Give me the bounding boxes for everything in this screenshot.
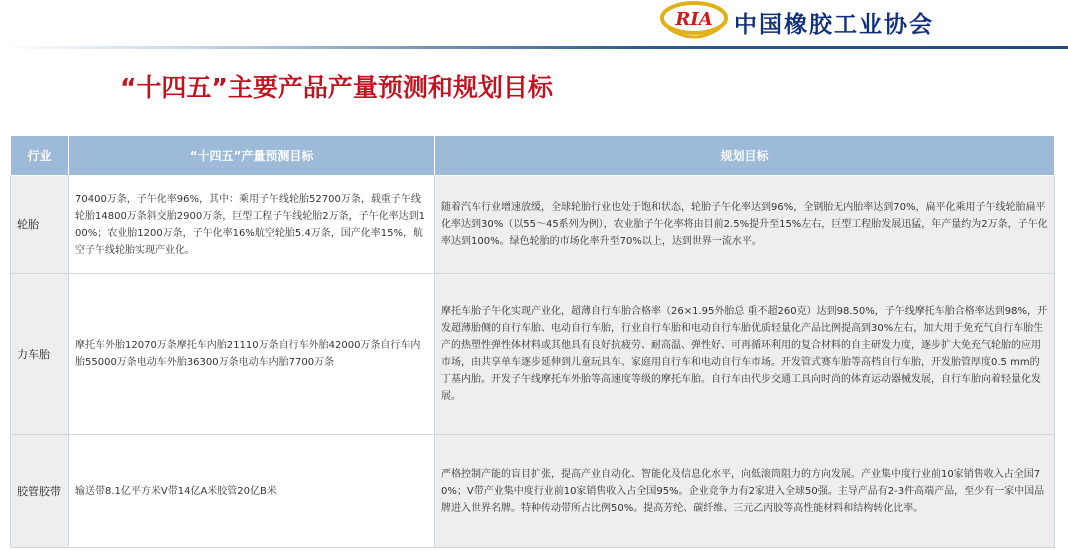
- industry-cell: 胶管胶带: [11, 435, 69, 548]
- header-divider: [0, 46, 1068, 49]
- ria-logo-icon: [658, 0, 730, 44]
- org-name: 中国橡胶工业协会: [734, 11, 934, 38]
- plan-cell: 摩托车胎子午化实现产业化，超薄自行车胎合格率（26×1.95外胎总 重不超260克）达到98.50%，子午线摩托车胎合格率达到98%，开发超薄胎侧的自行车胎、电动自行车胎，行业自行车胎和电动自行车胎优质轻量化产品比例提高到30%左右，加大用于免充气自行车胎生产的热塑性弹性体材料或其他具有良好抗疲劳、耐高温、弹性好、可再循环利用的复合材料的自主研发力度，逐步扩大免充气轮胎的应用市场，由共享单车逐步延伸到儿童玩具车、家庭用自行车和电动自行车市场。开发管式赛车胎等高档自行车胎，开发胎管厚度0.5 mm的丁基内胎。开发子午线摩托车外胎等高速度等级的摩托车胎。自行车由代步交通工具向时尚的体育运动器械发展，自行车胎向着轻量化发展。: [435, 274, 1055, 435]
- forecast-cell: 70400万条，子午化率96%，其中：乘用子午线轮胎52700万条，载重子午线轮胎14800万条斜交胎2900万条，巨型工程子午线轮胎2万条，子午化率达到100%；农业胎1200万条，子午化率16%航空轮胎5.4万条，国产化率15%，航空子午线轮胎实现产业化。: [69, 176, 435, 274]
- forecast-table: [10, 135, 1055, 548]
- industry-cell: 力车胎: [11, 274, 69, 435]
- industry-cell: 轮胎: [11, 176, 69, 274]
- col-header-forecast: “十四五”产量预测目标: [69, 136, 435, 176]
- logo-mark-text: RIA: [675, 9, 713, 30]
- forecast-cell: 输送带8.1亿平方米V带14亿A米胶管20亿B米: [69, 435, 435, 548]
- table-row: [11, 176, 1055, 274]
- plan-cell: 随着汽车行业增速放缓，全球轮胎行业也处于饱和状态，轮胎子午化率达到96%，全钢胎无内胎率达到70%，扁平化乘用子午线轮胎扁平化率达到30%（以55～45系列为例），农业胎子午化率将由目前2.5%提升至15%左右，巨型工程胎发展迅猛，年产量约为2万条，子午化率达到100%。绿色轮胎的市场化率升至70%以上，达到世界一流水平。: [435, 176, 1055, 274]
- page-title: “十四五”主要产品产量预测和规划目标: [120, 73, 553, 102]
- plan-cell: 严格控制产能的盲目扩张，提高产业自动化、智能化及信息化水平，向低滚筒阻力的方向发展。产业集中度行业前10家销售收入占全国70%；V带产业集中度行业前10家销售收入占全国95%。企业竞争力有2家进入全球50强。主导产品有2-3件高端产品，至少有一家中国品牌进入世界名牌。特种传动带所占比例50%。提高芳纶、碳纤维、三元乙丙胶等高性能材料和结构转化比率。: [435, 435, 1055, 548]
- table-row: [11, 274, 1055, 435]
- table-header-row: [11, 136, 1055, 176]
- col-header-industry: 行业: [11, 136, 69, 176]
- table-row: [11, 435, 1055, 548]
- col-header-plan: 规划目标: [435, 136, 1055, 176]
- forecast-cell: 摩托车外胎12070万条摩托车内胎21110万条自行车外胎42000万条自行车内胎55000万条电动车外胎36300万条电动车内胎7700万条: [69, 274, 435, 435]
